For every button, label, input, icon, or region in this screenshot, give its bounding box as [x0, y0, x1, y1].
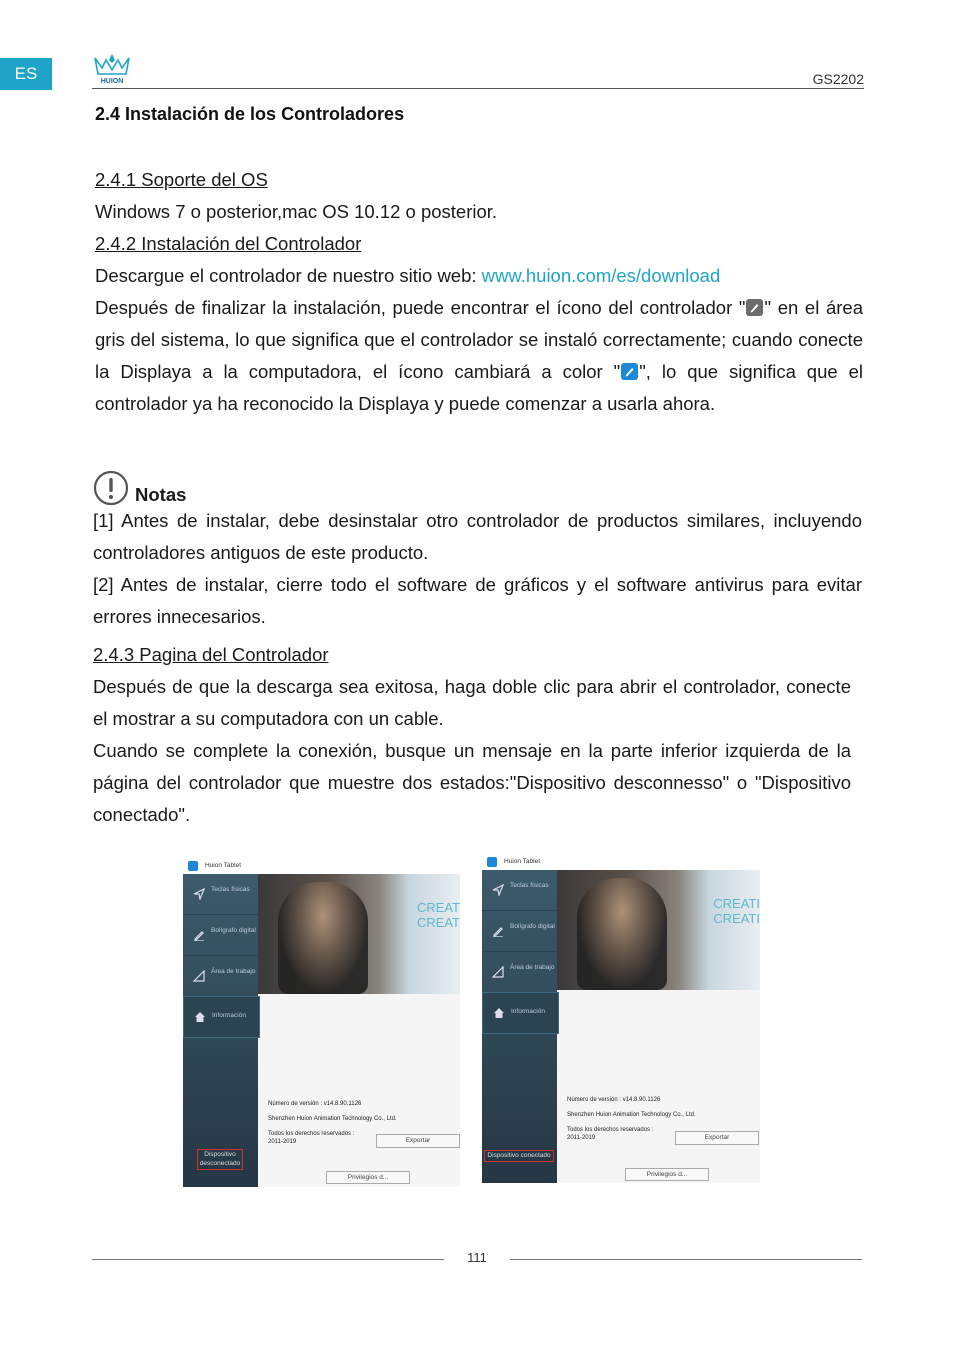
tray-icon-blue — [621, 363, 638, 380]
device-status-disconnected: Dispositivo desconectado — [197, 1149, 243, 1170]
triangle-ruler-icon — [193, 970, 205, 982]
pen-icon — [492, 925, 504, 937]
menu-item-keys[interactable] — [183, 874, 258, 915]
language-tab: ES — [0, 58, 52, 90]
download-line — [95, 260, 720, 292]
menu-item-pen[interactable] — [482, 911, 557, 952]
app-titlebar — [183, 858, 460, 874]
app-title: Huion Tablet — [205, 862, 242, 869]
menu-label: Información — [212, 1012, 246, 1019]
driver-page-p2: Cuando se complete la conexión, busque un mensaje en la parte inferior izquierda de la página del controlador que muestre dos estados:"Dispositivo desconnesso" o "Dispositivo conectado". — [93, 740, 851, 825]
menu-item-pen[interactable] — [183, 915, 258, 956]
company-text: Shenzhen Huion Animation Technology Co., Ltd. — [268, 1116, 397, 1122]
hero-text: CREAT CREAT — [416, 900, 460, 930]
menu-item-info[interactable] — [482, 992, 559, 1034]
app-titlebar — [482, 854, 760, 870]
privileges-button[interactable]: Privilegios d... — [625, 1168, 709, 1181]
note-2: [2] Antes de instalar, cierre todo el software de gráficos y el software antivirus para evitar errores innecesarios. — [93, 574, 862, 627]
footer-divider-left — [92, 1259, 444, 1260]
app-icon — [487, 857, 497, 867]
download-prefix: Descargue el controlador de nuestro sitio web: — [95, 265, 482, 286]
subsection-title-os: 2.4.1 Soporte del OS — [95, 169, 268, 190]
rights-text: Todos los derechos reservados : — [268, 1131, 355, 1137]
model-number: GS2202 — [812, 71, 864, 87]
home-icon — [194, 1011, 206, 1023]
driver-page-p1: Después de que la descarga sea exitosa, haga doble clic para abrir el controlador, conecte el mostrar a su computadora con un cable. — [93, 676, 851, 729]
app-sidebar — [482, 870, 557, 1183]
screenshot-disconnected — [183, 858, 460, 1187]
home-icon — [493, 1007, 505, 1019]
app-icon — [188, 861, 198, 871]
install-text-b: " en el área gris del sistema, lo que significa que el controlador se instaló correctamente; cuando conecte la Displaya a la computadora, el ícono cambiará a color " — [95, 297, 863, 382]
arrow-icon — [492, 884, 504, 896]
hero-banner — [258, 874, 460, 994]
note-1: [1] Antes de instalar, debe desinstalar otro controlador de productos similares, incluyendo controladores antiguos de este producto. — [93, 510, 862, 563]
screenshot-connected — [482, 854, 760, 1183]
menu-item-workarea[interactable] — [482, 952, 557, 993]
menu-item-workarea[interactable] — [183, 956, 258, 997]
download-link[interactable]: www.huion.com/es/download — [481, 265, 721, 286]
hero-photo — [577, 878, 667, 990]
export-button[interactable]: Exportar — [675, 1131, 759, 1145]
years-text: 2011-2019 — [567, 1135, 596, 1141]
export-button[interactable]: Exportar — [376, 1134, 460, 1148]
menu-label: Teclas físicas — [510, 882, 549, 889]
version-text: Número de versión : v14.8.90.1126 — [268, 1101, 362, 1107]
section-title: 2.4 Instalación de los Controladores — [95, 104, 405, 124]
company-text: Shenzhen Huion Animation Technology Co., Ltd. — [567, 1112, 696, 1118]
menu-label: Área de trabajo — [510, 964, 555, 971]
menu-label: Teclas físicas — [211, 886, 250, 893]
menu-item-info[interactable] — [183, 996, 260, 1038]
hero-photo — [278, 882, 368, 994]
rights-text: Todos los derechos reservados : — [567, 1127, 654, 1133]
install-text-c: ", lo que significa que el controlador ya ha reconocido la Displaya y puede comenzar a usarla ahora. — [95, 361, 863, 414]
subsection-title-driver-page: 2.4.3 Pagina del Controlador — [93, 644, 329, 665]
install-text-a: Después de finalizar la instalación, puede encontrar el ícono del controlador " — [95, 297, 746, 318]
subsection-title-install: 2.4.2 Instalación del Controlador — [95, 233, 362, 254]
tray-icon-grey — [746, 299, 763, 316]
menu-item-keys[interactable] — [482, 870, 557, 911]
pen-icon — [193, 929, 205, 941]
app-title: Huion Tablet — [504, 858, 541, 865]
header-divider — [92, 88, 864, 89]
menu-label: Bolígrafo digital — [211, 927, 256, 934]
huion-logo — [92, 52, 132, 86]
arrow-icon — [193, 888, 205, 900]
install-paragraph — [95, 292, 863, 420]
footer-divider-right — [510, 1259, 862, 1260]
app-sidebar — [183, 874, 258, 1187]
menu-label: Bolígrafo digital — [510, 923, 555, 930]
menu-label: Área de trabajo — [211, 968, 256, 975]
notes-title: Notas — [135, 484, 187, 505]
warning-icon — [93, 470, 129, 506]
menu-label: Información — [511, 1008, 545, 1015]
version-text: Número de versión : v14.8.90.1126 — [567, 1097, 661, 1103]
hero-text: CREATI CREATI — [713, 896, 760, 926]
os-support-text: Windows 7 o posterior,mac OS 10.12 o posterior. — [95, 201, 498, 222]
device-status-connected: Dispositivo conectado — [484, 1150, 554, 1162]
hero-banner — [557, 870, 760, 990]
page-number: 111 — [467, 1250, 487, 1265]
triangle-ruler-icon — [492, 966, 504, 978]
years-text: 2011-2019 — [268, 1139, 297, 1145]
logo-text: HUION — [100, 78, 124, 85]
privileges-button[interactable]: Privilegios d... — [326, 1171, 410, 1184]
